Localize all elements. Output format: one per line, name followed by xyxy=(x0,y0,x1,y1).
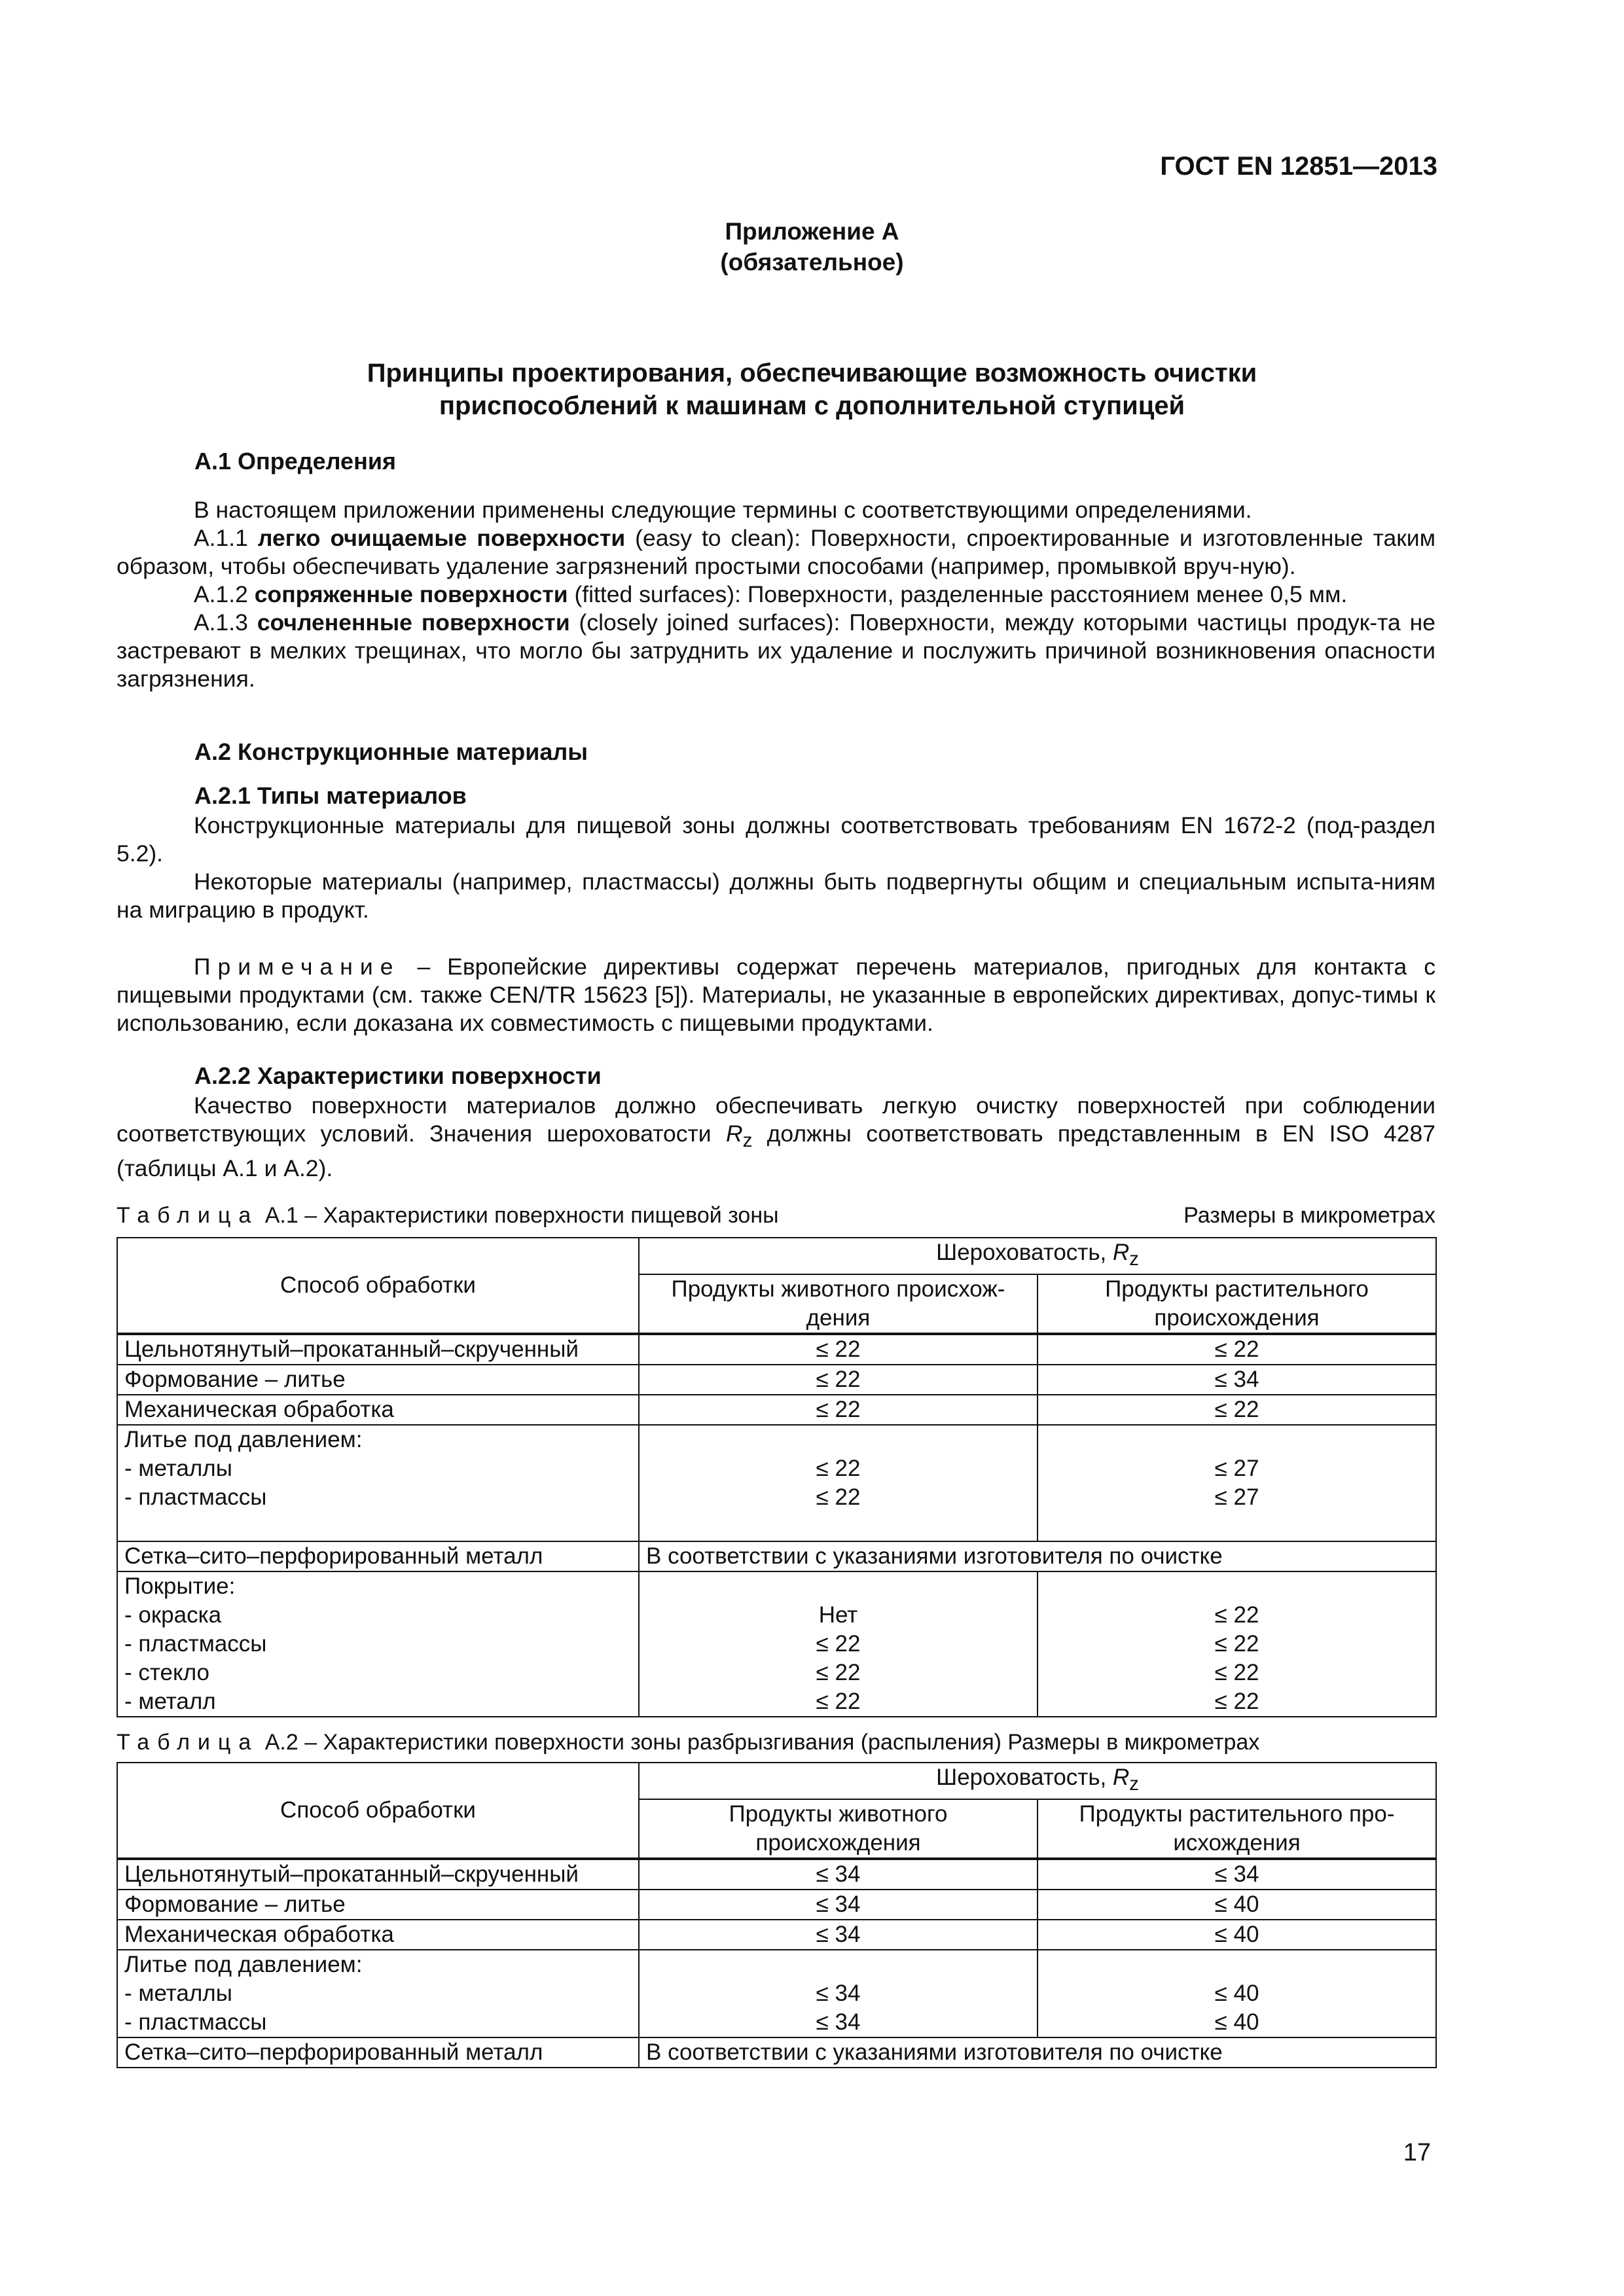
note-text: – Европейские директивы содержат перечень материалов, пригодных для контакта с пищевыми продуктами (см. также CEN/TR 15623 [5]). Материалы, не указанные в европейских директивах, допус-тимы к использованию, если доказана их совместимость с пищевыми продуктами. xyxy=(117,954,1435,1036)
cell-plant: ≤ 40 xyxy=(1038,1920,1436,1950)
cell-line: - стекло xyxy=(124,1660,209,1685)
cell-line: ≤ 22 xyxy=(816,1631,861,1657)
a22-text: Качество поверхности материалов должно обеспечивать легкую очистку поверхностей при соблюдении соответствующих условий. Значения шероховатости xyxy=(117,1092,1435,1147)
header-animal: Продукты животного происхождения xyxy=(639,1799,1038,1859)
note xyxy=(117,953,1435,1037)
table-row xyxy=(117,1365,1436,1395)
header-animal: Продукты животного происхож-дения xyxy=(639,1274,1038,1334)
cell-method: Механическая обработка xyxy=(117,1920,639,1950)
cell-method: Сетка–сито–перфорированный металл xyxy=(117,1541,639,1571)
cell-animal xyxy=(639,1571,1038,1717)
rz-subscript: z xyxy=(1129,1249,1139,1270)
cell-method: Цельнотянутый–прокатанный–скрученный xyxy=(117,1859,639,1890)
table-caption-label: Таблица xyxy=(117,1730,259,1755)
header-roughness xyxy=(639,1238,1436,1274)
cell-line: ≤ 22 xyxy=(1214,1689,1259,1714)
cell-animal: ≤ 22 xyxy=(639,1334,1038,1365)
cell-animal: ≤ 34 xyxy=(639,1920,1038,1950)
cell-line: - металлы xyxy=(124,1456,232,1481)
section-a1-heading: А.1 Определения xyxy=(194,448,396,475)
a21-paragraph-2: Некоторые материалы (например, пластмассы) должны быть подвергнуты общим и специальным испыта-ниям на миграцию в продукт. xyxy=(117,869,1435,923)
header-roughness xyxy=(639,1763,1436,1799)
cell-line: Литье под давлением: xyxy=(124,1427,363,1452)
cell-line: ≤ 27 xyxy=(1214,1456,1259,1481)
definition-text: (closely joined surfaces): Поверхности, между которыми частицы продук-та не застревают в мелких трещинах, что могло бы затруднить их удаление и послужить причиной возникновения опасности загрязнения. xyxy=(117,609,1435,692)
table-row xyxy=(117,1920,1436,1950)
cell-animal: ≤ 34 xyxy=(639,1890,1038,1920)
cell-animal: ≤ 22 xyxy=(639,1365,1038,1395)
page-number: 17 xyxy=(1403,2139,1431,2166)
document-id: ГОСТ EN 12851—2013 xyxy=(1160,152,1437,181)
definition-a1-1 xyxy=(117,524,1435,581)
cell-line: - пластмассы xyxy=(124,1484,267,1510)
table-units: Размеры в микрометрах xyxy=(1183,1203,1435,1228)
cell-method xyxy=(117,1425,639,1541)
definition-a1-3 xyxy=(117,609,1435,693)
main-title-line-2: приспособлений к машинам с дополнительной ступицей xyxy=(439,391,1185,420)
section-a22-heading: А.2.2 Характеристики поверхности xyxy=(194,1062,602,1089)
cell-method: Формование – литье xyxy=(117,1890,639,1920)
cell-line: ≤ 22 xyxy=(1214,1660,1259,1685)
table-row xyxy=(117,1950,1436,2037)
cell-line: Литье под давлением: xyxy=(124,1952,363,1977)
table-row xyxy=(117,2037,1436,2068)
cell-line: - окраска xyxy=(124,1602,222,1628)
cell-line: Покрытие: xyxy=(124,1573,236,1599)
table-caption-label: Таблица xyxy=(117,1203,259,1228)
note-label: Примечание xyxy=(194,954,401,980)
definition-term: легко очищаемые поверхности xyxy=(257,525,626,551)
cell-line: ≤ 27 xyxy=(1214,1484,1259,1510)
section-a2-heading: А.2 Конструкционные материалы xyxy=(194,738,588,765)
table-a2 xyxy=(117,1762,1437,2068)
header-roughness-label: Шероховатость, xyxy=(936,1240,1113,1265)
cell-line: ≤ 22 xyxy=(1214,1602,1259,1628)
cell-plant: ≤ 40 xyxy=(1038,1890,1436,1920)
appendix-status: (обязательное) xyxy=(720,249,904,276)
cell-line: ≤ 34 xyxy=(816,1981,861,2006)
rz-subscript: z xyxy=(1129,1774,1139,1795)
cell-line: ≤ 40 xyxy=(1214,1981,1259,2006)
cell-line: - металл xyxy=(124,1689,216,1714)
cell-plant: ≤ 34 xyxy=(1038,1365,1436,1395)
cell-plant xyxy=(1038,1950,1436,2037)
rz-subscript: z xyxy=(742,1130,753,1152)
table-caption-text: А.2 – Характеристики поверхности зоны разбрызгивания (распыления) Размеры в микрометрах xyxy=(259,1730,1260,1755)
main-title-line-1: Принципы проектирования, обеспечивающие возможность очистки xyxy=(367,359,1257,387)
table-row xyxy=(117,1571,1436,1717)
cell-method xyxy=(117,1950,639,2037)
cell-merged: В соответствии с указаниями изготовителя по очистке xyxy=(639,2037,1436,2068)
rz-symbol: R xyxy=(725,1121,743,1147)
definition-term: сочлененные поверхности xyxy=(257,609,570,636)
cell-line: ≤ 34 xyxy=(816,2009,861,2035)
cell-animal xyxy=(639,1425,1038,1541)
cell-line: ≤ 22 xyxy=(1214,1631,1259,1657)
definition-number: А.1.2 xyxy=(194,581,255,607)
table-caption-text: А.1 – Характеристики поверхности пищевой зоны xyxy=(259,1203,779,1228)
appendix-title: Приложение А xyxy=(725,218,899,245)
table-row xyxy=(117,1395,1436,1425)
table-a2-caption xyxy=(117,1730,1435,1755)
table-row xyxy=(117,1425,1436,1541)
cell-animal: ≤ 34 xyxy=(639,1859,1038,1890)
rz-symbol: R xyxy=(1113,1765,1130,1790)
cell-line: ≤ 22 xyxy=(816,1484,861,1510)
header-roughness-label: Шероховатость, xyxy=(936,1765,1113,1790)
a22-text: должны соответствовать представленным в EN ISO 4287 (таблицы А.1 и А.2). xyxy=(117,1121,1435,1182)
rz-symbol: R xyxy=(1113,1240,1130,1265)
cell-plant xyxy=(1038,1571,1436,1717)
cell-animal xyxy=(639,1950,1038,2037)
cell-line: ≤ 22 xyxy=(816,1660,861,1685)
table-header-row xyxy=(117,1238,1436,1274)
main-title xyxy=(0,357,1624,422)
cell-method: Формование – литье xyxy=(117,1365,639,1395)
definition-a1-2 xyxy=(117,581,1435,609)
appendix-heading xyxy=(0,216,1624,278)
section-a1-body xyxy=(117,496,1435,693)
cell-line: ≤ 22 xyxy=(816,1456,861,1481)
cell-plant: ≤ 22 xyxy=(1038,1334,1436,1365)
cell-line: - пластмассы xyxy=(124,2009,267,2035)
definition-number: А.1.3 xyxy=(194,609,257,636)
table-row xyxy=(117,1541,1436,1571)
table-a1 xyxy=(117,1237,1437,1717)
header-method: Способ обработки xyxy=(117,1763,639,1859)
section-a22-body xyxy=(117,1092,1435,1183)
header-plant: Продукты растительного про-исхождения xyxy=(1038,1799,1436,1859)
a21-paragraph-1: Конструкционные материалы для пищевой зоны должны соответствовать требованиям EN 1672-2 (под-раздел 5.2). xyxy=(117,812,1435,867)
table-row xyxy=(117,1890,1436,1920)
cell-merged: В соответствии с указаниями изготовителя по очистке xyxy=(639,1541,1436,1571)
cell-method: Цельнотянутый–прокатанный–скрученный xyxy=(117,1334,639,1365)
cell-method xyxy=(117,1571,639,1717)
table-a1-caption xyxy=(117,1203,1435,1229)
cell-method: Сетка–сито–перфорированный металл xyxy=(117,2037,639,2068)
table-row xyxy=(117,1334,1436,1365)
header-plant: Продукты растительного происхождения xyxy=(1038,1274,1436,1334)
definition-term: сопряженные поверхности xyxy=(254,581,568,607)
cell-line: ≤ 40 xyxy=(1214,2009,1259,2035)
table-row xyxy=(117,1859,1436,1890)
section-a21-body xyxy=(117,812,1435,924)
definition-text: (easy to clean): Поверхности, спроектированные и изготовленные таким образом, чтобы обеспечивать удаление загрязнений простыми способами (например, промывкой вруч-ную). xyxy=(117,525,1435,579)
header-method: Способ обработки xyxy=(117,1238,639,1334)
table-header-row xyxy=(117,1763,1436,1799)
cell-plant: ≤ 22 xyxy=(1038,1395,1436,1425)
cell-plant xyxy=(1038,1425,1436,1541)
cell-line: - пластмассы xyxy=(124,1631,267,1657)
cell-plant: ≤ 34 xyxy=(1038,1859,1436,1890)
definition-text: (fitted surfaces): Поверхности, разделенные расстоянием менее 0,5 мм. xyxy=(568,581,1348,607)
cell-line: - металлы xyxy=(124,1981,232,2006)
cell-line: ≤ 22 xyxy=(816,1689,861,1714)
definition-number: А.1.1 xyxy=(194,525,258,551)
cell-method: Механическая обработка xyxy=(117,1395,639,1425)
a1-intro: В настоящем приложении применены следующие термины с соответствующими определениями. xyxy=(194,497,1252,523)
cell-animal: ≤ 22 xyxy=(639,1395,1038,1425)
section-a21-heading: А.2.1 Типы материалов xyxy=(194,782,467,809)
cell-line: Нет xyxy=(818,1602,858,1628)
